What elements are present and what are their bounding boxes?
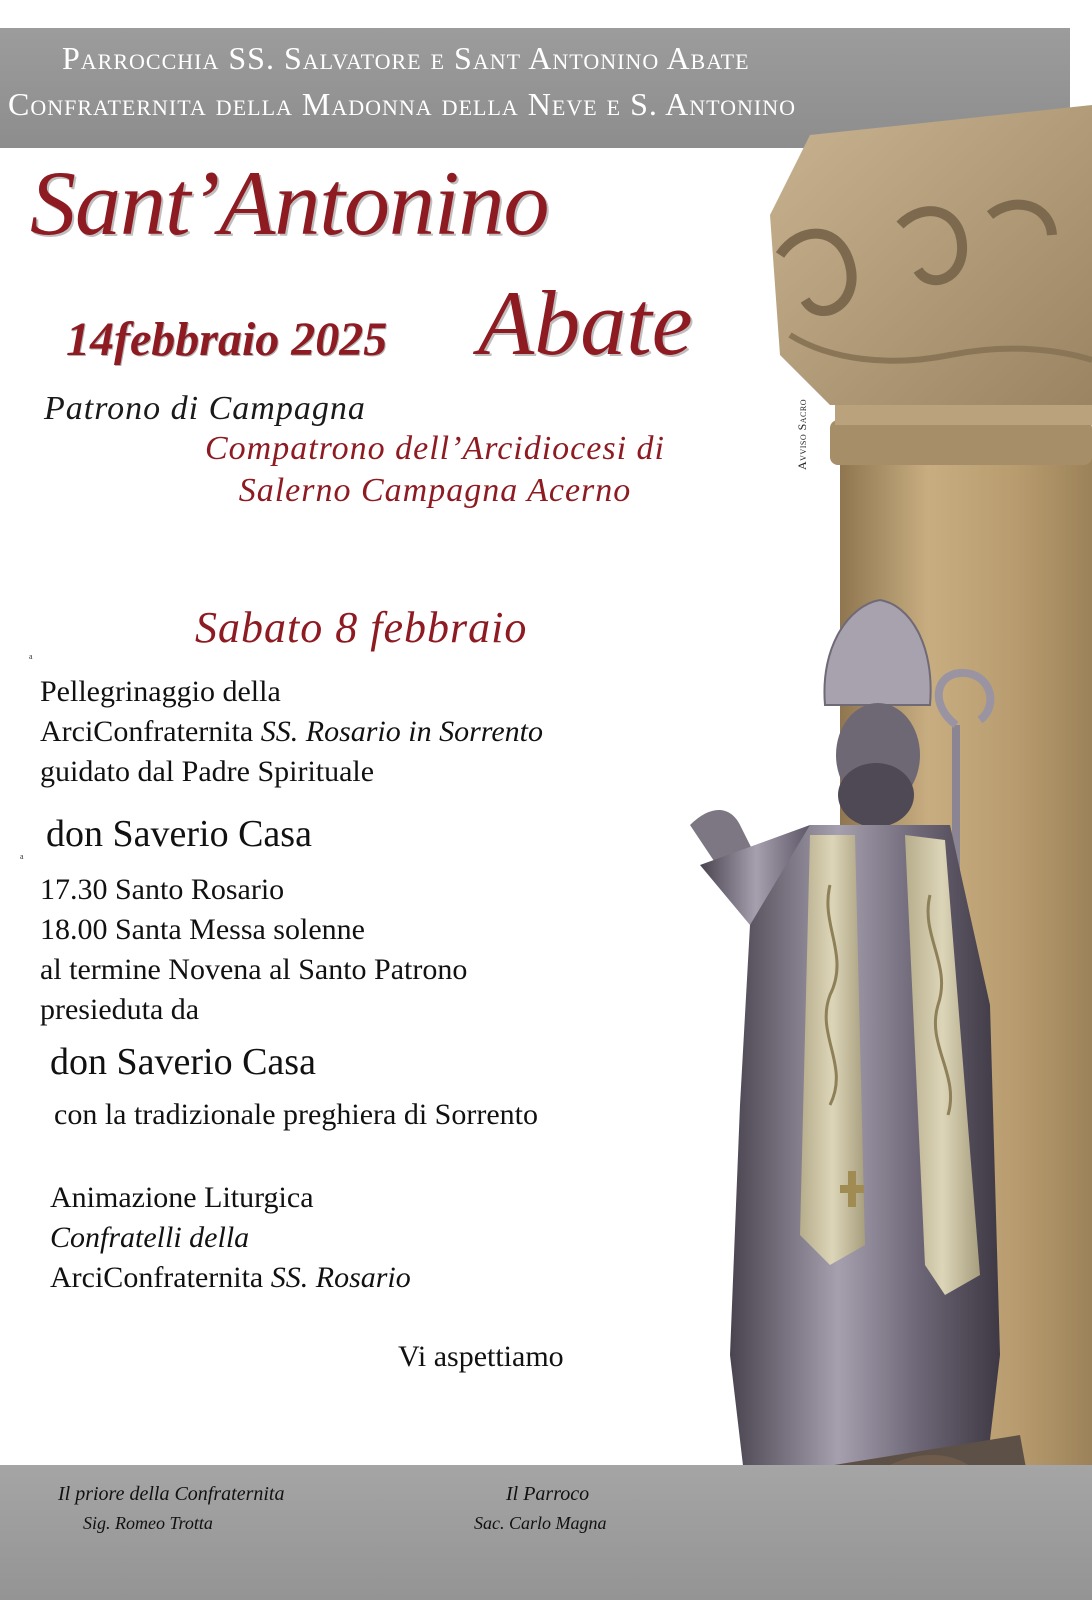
compatron-line-2: Salerno Campagna Acerno xyxy=(238,472,632,509)
novena-line: al termine Novena al Santo Patrono xyxy=(40,953,468,986)
avviso-sacro-label: Avviso Sacro xyxy=(795,398,809,470)
program-day: Sabato 8 febbraio xyxy=(195,603,528,652)
pilgrimage-org: ArciConfraternita xyxy=(40,715,261,748)
patron-line: Patrono di Campagna xyxy=(44,390,366,427)
celebrant-name: don Saverio Casa xyxy=(50,1041,316,1083)
compatron-line-1: Compatrono dell’Arcidiocesi di xyxy=(205,430,665,467)
schedule-block xyxy=(40,870,467,1030)
pilgrimage-line-2 xyxy=(40,712,543,752)
pilgrimage-block xyxy=(40,672,543,792)
feast-date: 14febbraio 2025 xyxy=(66,313,388,366)
prior-name: Sig. Romeo Trotta xyxy=(83,1513,213,1533)
animation-line-3 xyxy=(50,1258,411,1298)
spiritual-guide-name: don Saverio Casa xyxy=(46,813,312,855)
parish-name: Parrocchia SS. Salvatore e Sant Antonino Abate xyxy=(62,40,750,76)
animation-block xyxy=(50,1178,411,1298)
pilgrimage-line-3: guidato dal Padre Spirituale xyxy=(40,755,375,788)
confraternity-name: Confraternita della Madonna della Neve e S. Antonino xyxy=(8,86,797,122)
animation-line-2 xyxy=(50,1218,411,1258)
column-statue-illustration xyxy=(690,105,1092,1600)
parish-priest-name: Sac. Carlo Magna xyxy=(474,1513,607,1533)
animation-line-1: Animazione Liturgica xyxy=(50,1181,314,1214)
compatron-block xyxy=(145,428,725,512)
parish-priest-role: Il Parroco xyxy=(506,1483,590,1505)
mass-time: 18.00 Santa Messa solenne xyxy=(40,913,365,946)
footer-band xyxy=(0,1465,1092,1600)
prior-role: Il priore della Confraternita xyxy=(58,1483,285,1505)
stray-marker: a xyxy=(29,652,33,661)
title-abate: Abate xyxy=(478,272,693,374)
animation-confratelli: Confratelli della xyxy=(50,1221,250,1254)
prayer-line: con la tradizionale preghiera di Sorrento xyxy=(54,1098,538,1131)
title-saint-name: Sant’Antonino xyxy=(30,152,549,254)
pilgrimage-line-1: Pellegrinaggio della xyxy=(40,675,281,708)
rosary-time: 17.30 Santo Rosario xyxy=(40,873,285,906)
presided-line: presieduta da xyxy=(40,993,200,1026)
animation-org-name: SS. Rosario xyxy=(270,1261,411,1294)
closing-line: Vi aspettiamo xyxy=(398,1340,564,1373)
pilgrimage-org-name: SS. Rosario in Sorrento xyxy=(260,715,543,748)
stray-marker-2: a xyxy=(20,852,24,861)
animation-org: ArciConfraternita xyxy=(50,1261,271,1294)
